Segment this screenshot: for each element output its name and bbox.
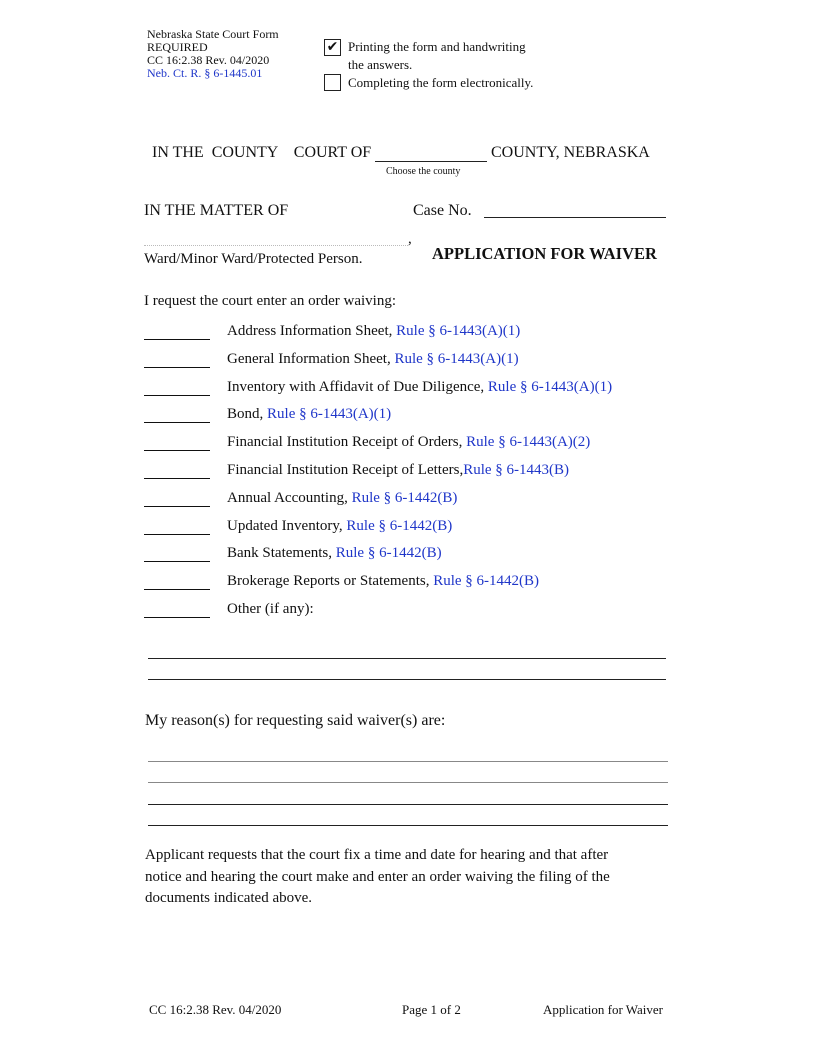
header-required: REQUIRED <box>147 40 208 54</box>
waiver-item-label: Brokerage Reports or Statements, <box>227 573 434 590</box>
waiver-blank-7[interactable] <box>144 506 210 507</box>
waiver-item-8 <box>227 518 452 535</box>
waiver-item-label: Bond, <box>227 406 268 423</box>
closing-line-2: notice and hearing the court make and enter an order waiving the filing of the <box>145 868 610 885</box>
footer-form-id: CC 16:2.38 Rev. 04/2020 <box>149 1002 282 1017</box>
reason-line-3[interactable] <box>148 804 668 805</box>
reasons-label: My reason(s) for requesting said waiver(s) are: <box>145 712 446 729</box>
waiver-blank-1[interactable] <box>144 339 210 340</box>
request-intro: I request the court enter an order waiving: <box>144 293 396 309</box>
header-form-number: CC 16:2.38 Rev. 04/2020 <box>147 53 270 67</box>
waiver-item-label: General Information Sheet, <box>227 350 395 367</box>
ward-name-input[interactable] <box>144 245 408 246</box>
matter-label: IN THE MATTER OF <box>144 202 289 219</box>
waiver-item-rule-link[interactable]: Rule § 6-1443(A)(1) <box>487 378 613 395</box>
waiver-item-6 <box>227 462 569 479</box>
header-state-form: Nebraska State Court Form <box>147 27 279 41</box>
waiver-blank-2[interactable] <box>144 367 210 368</box>
waiver-item-label: Bank Statements, <box>227 545 336 562</box>
waiver-blank-9[interactable] <box>144 561 210 562</box>
electronic-option-label: Completing the form electronically. <box>348 75 534 90</box>
waiver-blank-8[interactable] <box>144 534 210 535</box>
court-caption-prefix: IN THE COUNTY COURT OF <box>152 144 372 161</box>
other-line-1[interactable] <box>148 658 666 659</box>
waiver-item-rule-link[interactable]: Rule § 6-1443(A)(1) <box>396 323 521 339</box>
reason-line-1[interactable] <box>148 761 668 762</box>
waiver-item-rule-link[interactable]: Rule § 6-1442(B) <box>335 545 442 562</box>
waiver-item-9 <box>227 545 442 562</box>
other-line-2[interactable] <box>148 679 666 680</box>
court-caption-suffix: COUNTY, NEBRASKA <box>491 144 650 161</box>
county-hint: Choose the county <box>386 166 461 177</box>
case-no-label: Case No. <box>413 202 472 219</box>
closing-line-1: Applicant requests that the court fix a time and date for hearing and that after <box>145 847 609 863</box>
closing-line-3: documents indicated above. <box>145 890 313 906</box>
waiver-item-rule-link[interactable]: Rule § 6-1443(A)(1) <box>394 350 519 367</box>
reason-line-4[interactable] <box>148 825 668 826</box>
ward-label: Ward/Minor Ward/Protected Person. <box>144 251 363 267</box>
waiver-blank-4[interactable] <box>144 422 210 423</box>
printing-option-label: Printing the form and handwriting <box>348 39 526 54</box>
waiver-item-2 <box>227 351 519 368</box>
waiver-item-label: Annual Accounting, <box>227 489 352 506</box>
waiver-item-label: Updated Inventory, <box>227 517 347 534</box>
electronic-checkbox[interactable] <box>324 74 341 91</box>
waiver-item-rule-link[interactable]: Rule § 6-1443(B) <box>463 462 570 478</box>
county-input[interactable] <box>375 161 487 162</box>
waiver-item-label: Address Information Sheet, <box>227 323 397 339</box>
waiver-item-rule-link[interactable]: Rule § 6-1442(B) <box>351 489 458 506</box>
printing-option-label-cont: the answers. <box>348 57 413 72</box>
waiver-item-4 <box>227 406 391 423</box>
closing-paragraph <box>145 845 705 910</box>
waiver-blank-3[interactable] <box>144 395 210 396</box>
waiver-blank-5[interactable] <box>144 450 210 451</box>
printing-checkbox[interactable]: ✔ <box>324 39 341 56</box>
reason-line-2[interactable] <box>148 782 668 783</box>
waiver-item-7 <box>227 490 457 507</box>
waiver-blank-6[interactable] <box>144 478 210 479</box>
footer-page-number: Page 1 of 2 <box>402 1002 461 1017</box>
waiver-item-3 <box>227 379 612 396</box>
document-title: APPLICATION FOR WAIVER <box>432 244 657 263</box>
waiver-blank-11[interactable] <box>144 617 210 618</box>
caption-comma: , <box>408 231 412 247</box>
waiver-item-10 <box>227 573 539 590</box>
form-header <box>147 28 279 80</box>
waiver-blank-10[interactable] <box>144 589 210 590</box>
waiver-item-label: Financial Institution Receipt of Orders, <box>227 434 467 451</box>
waiver-item-11 <box>227 601 314 618</box>
footer-doc-title: Application for Waiver <box>543 1002 664 1017</box>
case-number-input[interactable] <box>484 217 666 218</box>
waiver-item-rule-link[interactable]: Rule § 6-1443(A)(1) <box>267 406 392 423</box>
waiver-item-label: Inventory with Affidavit of Due Diligence, <box>227 378 488 395</box>
waiver-item-5 <box>227 434 590 451</box>
waiver-item-1 <box>227 323 520 340</box>
waiver-item-rule-link[interactable]: Rule § 6-1442(B) <box>433 573 540 590</box>
waiver-item-label: Financial Institution Receipt of Letters, <box>227 462 464 478</box>
waiver-item-rule-link[interactable]: Rule § 6-1443(A)(2) <box>466 434 591 451</box>
header-rule-link[interactable]: Neb. Ct. R. § 6-1445.01 <box>147 66 263 80</box>
waiver-item-rule-link[interactable]: Rule § 6-1442(B) <box>346 517 453 534</box>
waiver-item-label: Other (if any): <box>227 601 314 617</box>
